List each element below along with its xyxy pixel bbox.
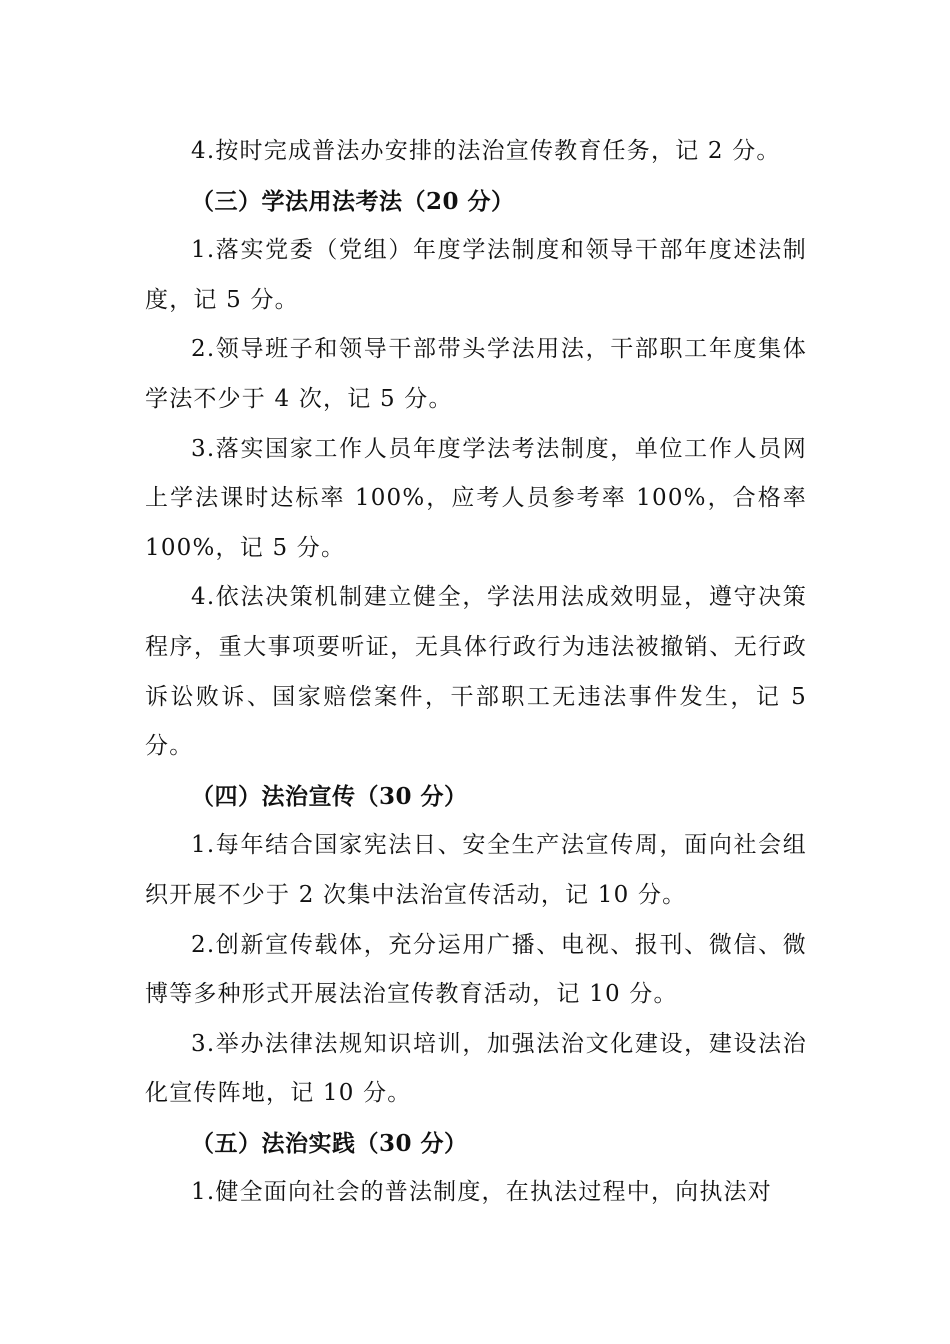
paragraph-item-1: 1.健全面向社会的普法制度，在执法过程中，向执法对	[191, 1179, 772, 1206]
paragraph-item-2: 2.领导班子和领导干部带头学法用法，干部职工年度集体学法不少于 4 次，记 5 分。	[145, 336, 807, 412]
paragraph-item-1: 1.落实党委（党组）年度学法制度和领导干部年度述法制度，记 5 分。	[145, 237, 807, 313]
paragraph-item-4: 4.依法决策机制建立健全，学法用法成效明显，遵守决策程序，重大事项要听证，无具体行政行为违法被撤销、无行政诉讼败诉、国家赔偿案件，干部职工无违法事件发生，记 5 分。	[145, 584, 807, 760]
section-heading-4: （四）法治宣传（30 分）	[191, 782, 468, 810]
document-body	[145, 127, 807, 1218]
section-heading-3: （三）学法用法考法（20 分）	[191, 187, 515, 215]
section-heading-5: （五）法治实践（30 分）	[191, 1129, 468, 1157]
paragraph-item-2: 2.创新宣传载体，充分运用广播、电视、报刊、微信、微博等多种形式开展法治宣传教育活动，记 10 分。	[145, 931, 807, 1008]
paragraph-item-3: 3.落实国家工作人员年度学法考法制度，单位工作人员网上学法课时达标率 100%，应考人员参考率 100%，合格率 100%，记 5 分。	[145, 435, 807, 561]
paragraph-item-1: 1.每年结合国家宪法日、安全生产法宣传周，面向社会组织开展不少于 2 次集中法治宣传活动，记 10 分。	[145, 832, 807, 908]
paragraph-item-3: 3.举办法律法规知识培训，加强法治文化建设，建设法治化宣传阵地，记 10 分。	[145, 1030, 807, 1107]
paragraph-item-4-task: 4.按时完成普法办安排的法治宣传教育任务，记 2 分。	[191, 138, 781, 164]
